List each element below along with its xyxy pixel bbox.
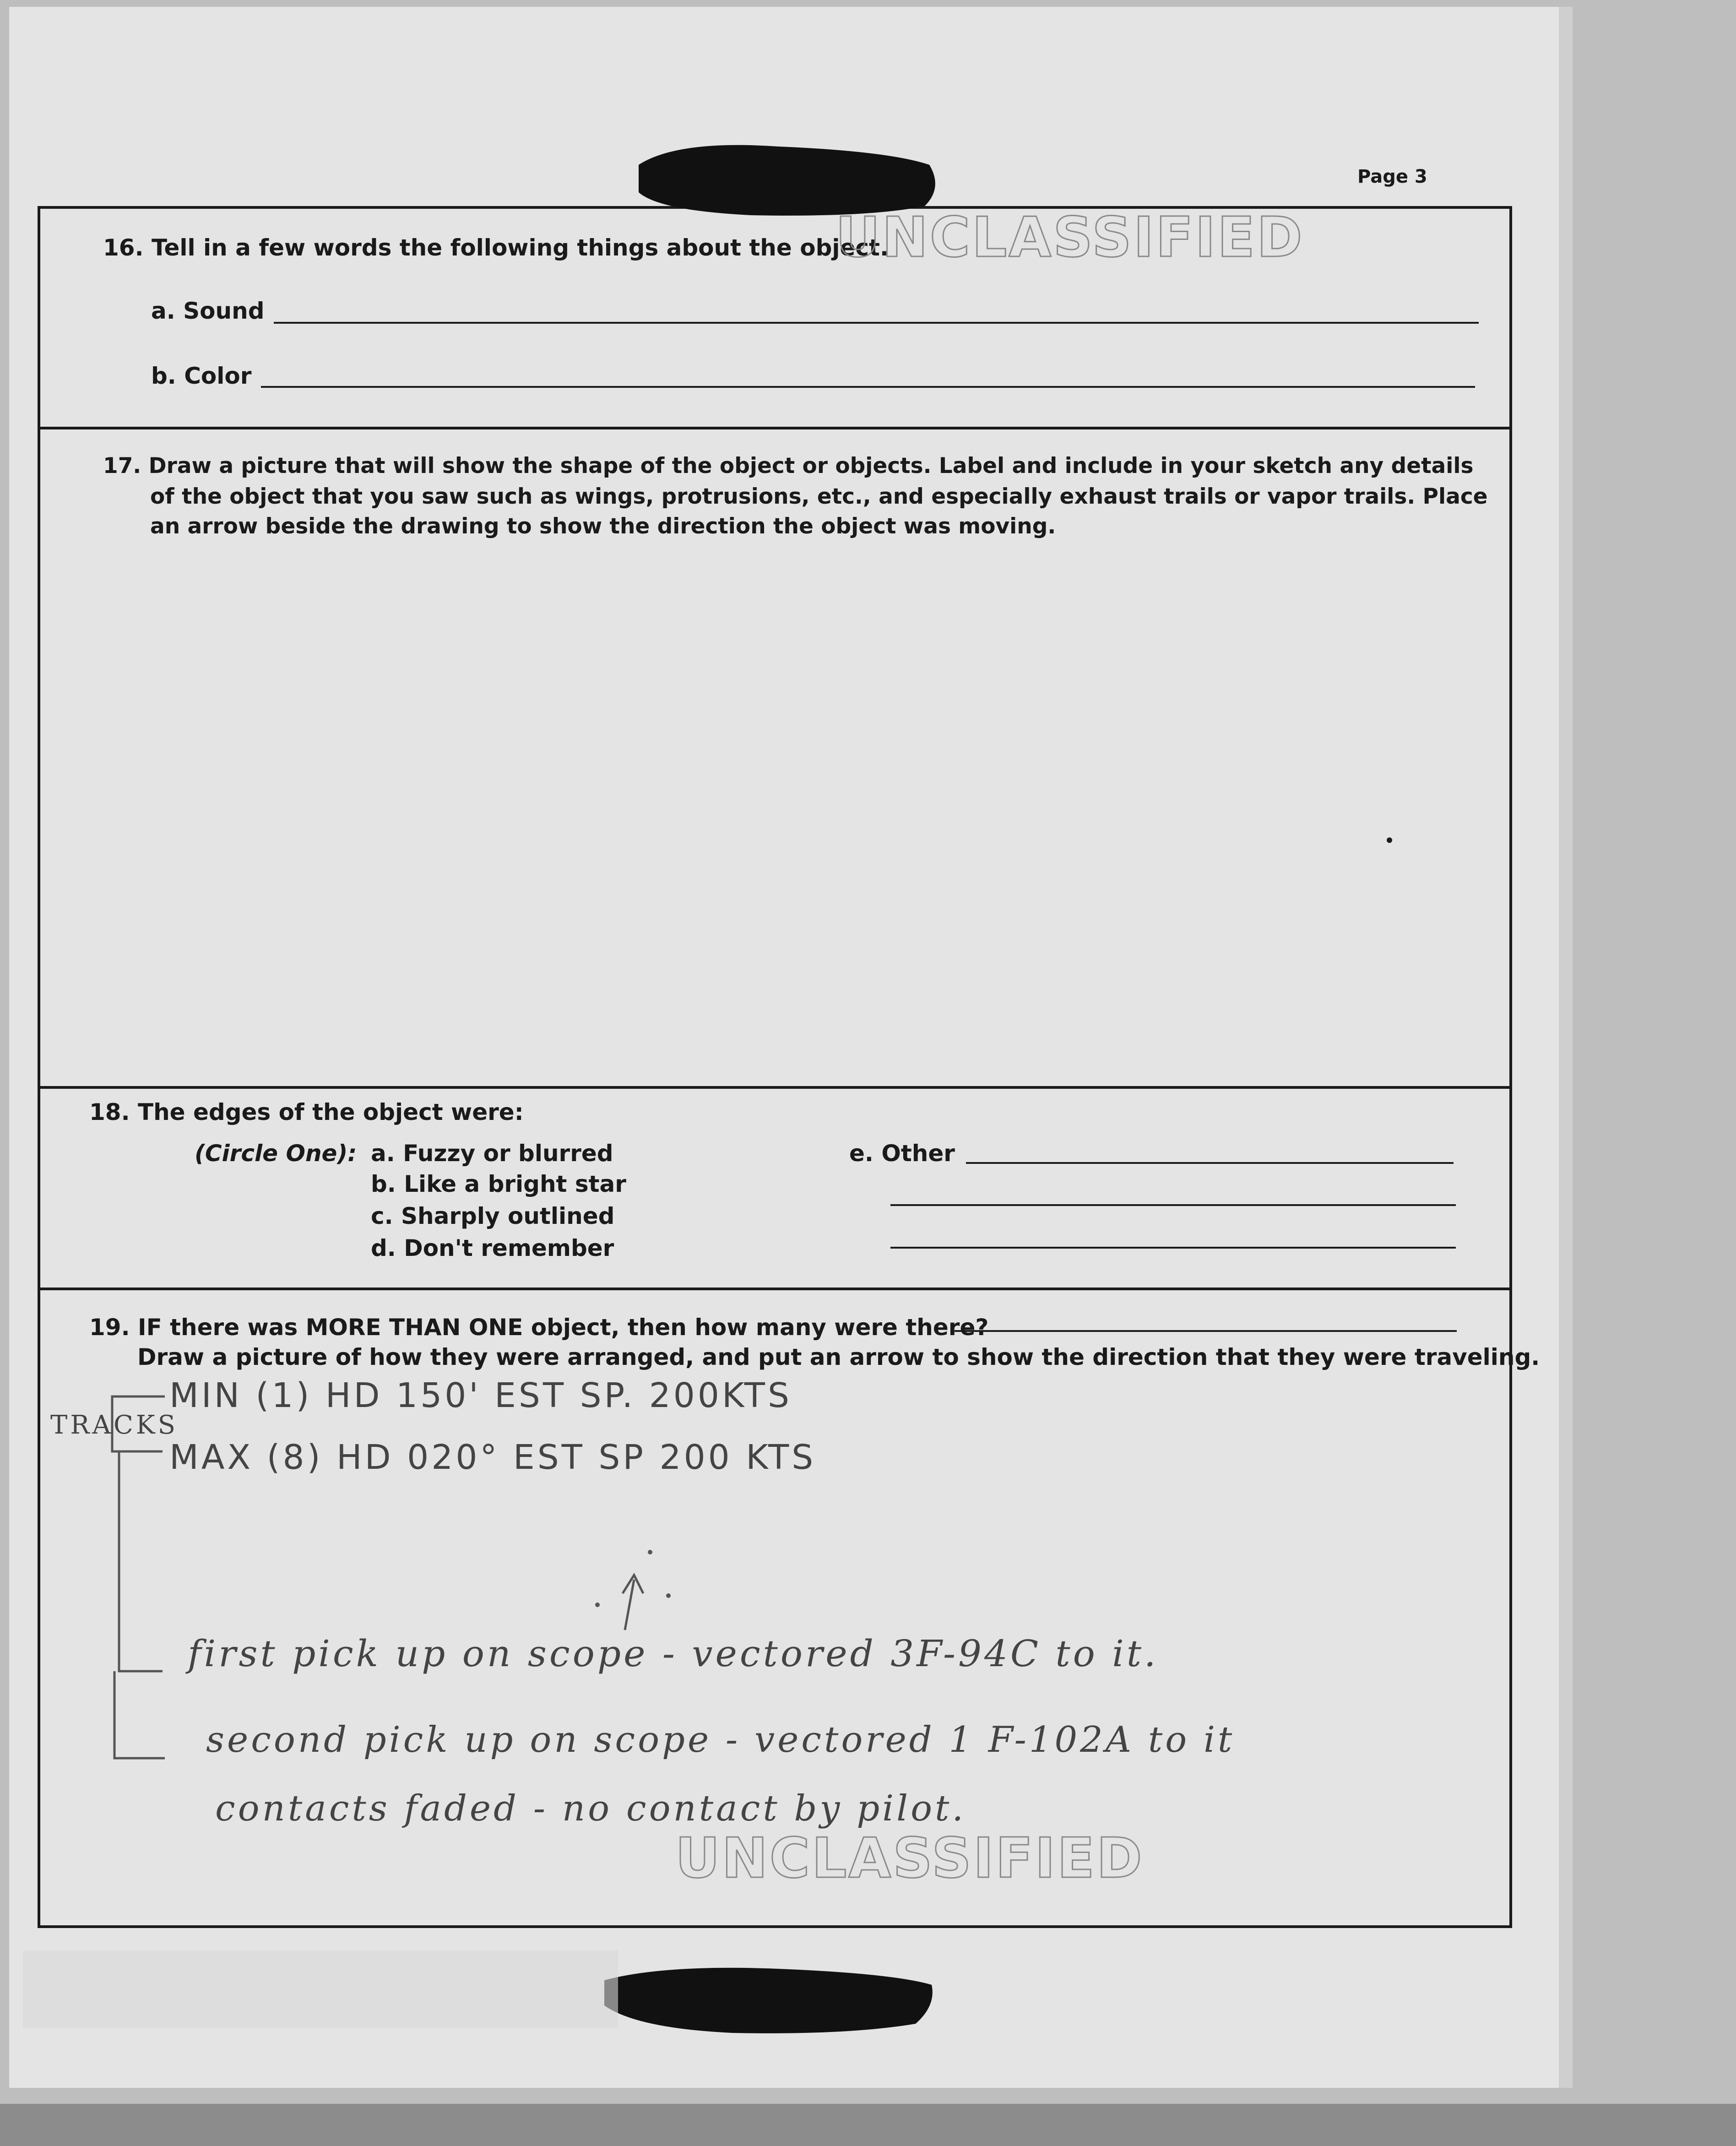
q18-circle-one: (Circle One): <box>195 1140 357 1167</box>
handwritten-min-track: MIN (1) HD 150' EST SP. 200KTS <box>169 1376 792 1415</box>
handwritten-first-pickup: first pick up on scope - vectored 3F-94C to it. <box>188 1632 1159 1675</box>
q19-line-2: Draw a picture of how they were arranged, and put an arrow to show the direction that they were traveling. <box>137 1344 1540 1370</box>
unclassified-stamp-bottom: UNCLASSIFIED <box>675 1827 1144 1891</box>
handwritten-tracks: TRACKS <box>50 1410 179 1440</box>
page-number: Page 3 <box>1357 166 1427 187</box>
q18-option-a: a. Fuzzy or blurred <box>371 1140 613 1167</box>
arrow-dot-2 <box>595 1603 600 1607</box>
q18-option-d: d. Don't remember <box>371 1235 614 1261</box>
q18-prompt: 18. The edges of the object were: <box>89 1099 524 1125</box>
bottom-dark-band <box>0 2104 1736 2146</box>
handwritten-max-track: MAX (8) HD 020° EST SP 200 KTS <box>169 1438 816 1477</box>
q19-line-1: 19. IF there was MORE THAN ONE object, then how many were there? <box>89 1314 989 1341</box>
q16-color-label: b. Color <box>151 363 252 389</box>
q17-line-3: an arrow beside the drawing to show the direction the object was moving. <box>150 514 1056 539</box>
arrow-dot-1 <box>648 1550 652 1554</box>
unclassified-stamp-top: UNCLASSIFIED <box>835 206 1304 270</box>
paper-right-shadow <box>1559 7 1573 2088</box>
q18-option-e-other: e. Other <box>849 1140 955 1167</box>
q18-option-b: b. Like a bright star <box>371 1171 626 1197</box>
q17-line-2: of the object that you saw such as wings, protrusions, etc., and especially exhaust trails or vapor trails. Place <box>150 484 1488 509</box>
q17-line-1: 17. Draw a picture that will show the shape of the object or objects. Label and include in your sketch any details <box>103 453 1474 478</box>
q16-prompt: 16. Tell in a few words the following things about the object. <box>103 234 889 261</box>
q16-sound-label: a. Sound <box>151 298 265 324</box>
arrow-dot-3 <box>666 1593 671 1598</box>
q18-option-c: c. Sharply outlined <box>371 1203 615 1229</box>
handwritten-second-pickup: second pick up on scope - vectored 1 F-102A to it <box>206 1719 1235 1760</box>
stray-dot <box>1387 837 1392 843</box>
faded-bottom-stamp <box>23 1950 618 2028</box>
handwritten-contacts-faded: contacts faded - no contact by pilot. <box>215 1788 966 1829</box>
redaction-bottom <box>604 1968 933 2033</box>
